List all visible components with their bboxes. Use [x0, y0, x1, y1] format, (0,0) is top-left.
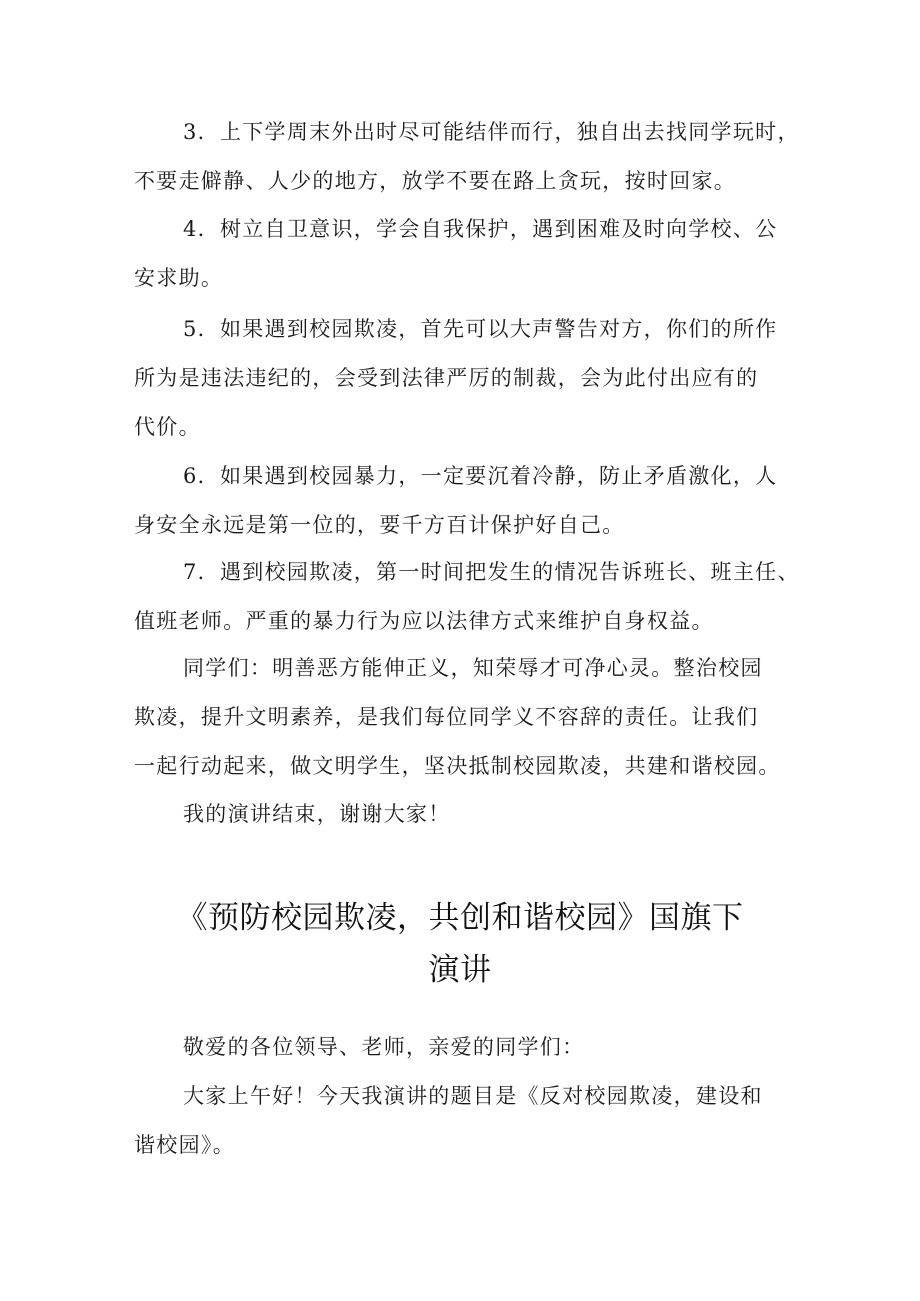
- paragraph-item-3: [134, 108, 800, 206]
- text-line: 代价。: [134, 415, 201, 439]
- text-line: 我的演讲结束，谢谢大家！: [183, 802, 451, 826]
- title-line: 演讲: [428, 952, 492, 988]
- paragraph-item-4: [134, 205, 794, 303]
- text-line: 所为是违法违纪的，会受到法律严厉的制裁，会为此付出应有的: [134, 366, 759, 390]
- text-line: 值班老师。严重的暴力行为应以法律方式来维护自身权益。: [134, 609, 714, 633]
- paragraph-item-7: [134, 548, 800, 646]
- intro-paragraph: [134, 1072, 794, 1170]
- text-line: 大家上午好！今天我演讲的题目是《反对校园欺凌，建设和: [183, 1084, 763, 1108]
- text-line: 身安全永远是第一位的，要千方百计保护好自己。: [134, 513, 625, 537]
- text-line: 不要走僻静、人少的地方，放学不要在路上贪玩，按时回家。: [134, 169, 737, 193]
- text-line: 5．如果遇到校园欺凌，首先可以大声警告对方，你们的所作: [183, 317, 778, 341]
- text-line: 欺凌，提升文明素养，是我们每位同学义不容辞的责任。让我们: [134, 705, 759, 729]
- text-line: 4．树立自卫意识，学会自我保护，遇到困难及时向学校、公: [183, 217, 778, 241]
- text-line: 敬爱的各位领导、老师，亲爱的同学们：: [183, 1035, 585, 1059]
- text-line: 安求助。: [134, 266, 224, 290]
- greeting-paragraph: [134, 1023, 794, 1072]
- speech-title: [0, 892, 920, 996]
- text-line: 一起行动起来，做文明学生，坚决抵制校园欺凌，共建和谐校园。: [134, 754, 781, 778]
- title-line: 《预防校园欺凌，共创和谐校园》国旗下: [176, 900, 744, 936]
- text-line: 7．遇到校园欺凌，第一时间把发生的情况告诉班长、班主任、: [183, 560, 800, 584]
- closing-paragraph: [134, 644, 794, 791]
- text-line: 同学们：明善恶方能伸正义，知荣辱才可净心灵。整治校园: [183, 656, 763, 680]
- text-line: 6．如果遇到校园暴力，一定要沉着冷静，防止矛盾激化，人: [183, 464, 778, 488]
- paragraph-item-6: [134, 452, 794, 550]
- text-line: 3．上下学周末外出时尽可能结伴而行，独自出去找同学玩时，: [183, 120, 800, 144]
- text-line: 谐校园》。: [134, 1133, 235, 1157]
- paragraph-item-5: [134, 305, 794, 452]
- speech-end-line: [134, 790, 794, 839]
